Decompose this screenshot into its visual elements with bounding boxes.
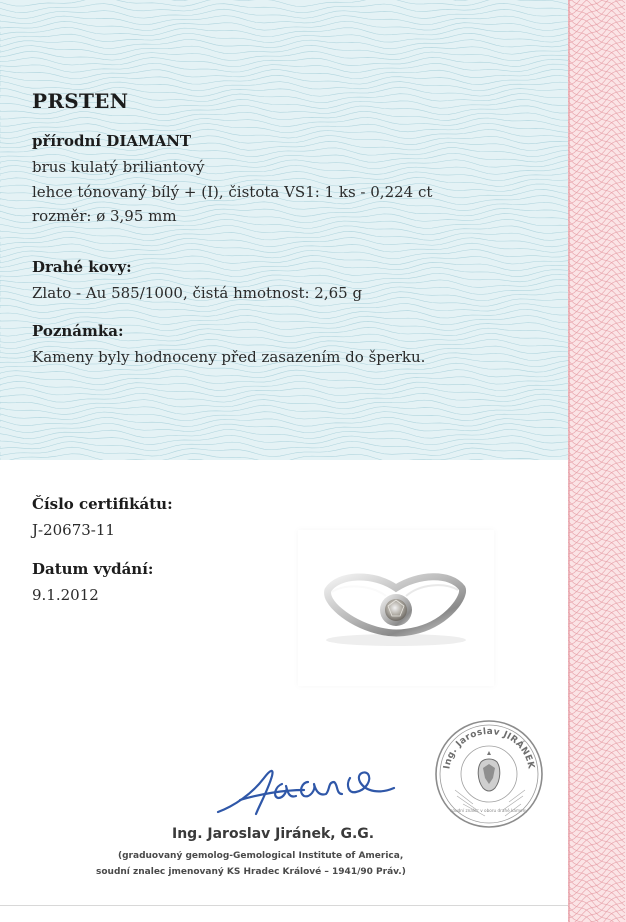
notary-seal <box>433 718 545 830</box>
item-title: PRSTEN <box>32 89 129 113</box>
diamond-quality: lehce tónovaný bílý + (I), čistota VS1: 1 ks - 0,224 ct <box>32 183 433 201</box>
note-text: Kameny byly hodnoceny před zasazením do šperku. <box>32 348 426 366</box>
metals-heading: Drahé kovy: <box>32 258 132 276</box>
certificate-number-label: Číslo certifikátu: <box>32 495 173 513</box>
seal-ring-text: Ing. Jaroslav JIRÁNEK <box>442 726 536 770</box>
seal-inner-text: soudní znalec v oboru drahé kameny <box>450 808 528 813</box>
metals-text: Zlato - Au 585/1000, čistá hmotnost: 2,65 g <box>32 284 363 302</box>
ring-photo <box>298 530 494 686</box>
signatory-name: Ing. Jaroslav Jiránek, G.G. <box>172 826 375 842</box>
diamond-size: rozměr: ø 3,95 mm <box>32 207 177 225</box>
guilloche-wave-pattern <box>0 0 568 460</box>
security-border-strip <box>568 0 626 922</box>
handwritten-signature <box>200 760 420 822</box>
signatory-credentials-line1: (graduovaný gemolog-Gemological Institute of America, <box>118 851 404 861</box>
guilloche-background <box>0 0 568 460</box>
note-heading: Poznámka: <box>32 322 124 340</box>
signatory-credentials-line2: soudní znalec jmenovaný KS Hradec Králové – 1941/90 Práv.) <box>96 867 406 877</box>
page-divider <box>0 905 568 906</box>
ring-image <box>298 530 494 686</box>
certificate-number: J-20673-11 <box>32 521 115 539</box>
security-lattice-pattern <box>568 0 626 922</box>
issue-date: 9.1.2012 <box>32 586 99 604</box>
diamond-heading: přírodní DIAMANT <box>32 132 192 150</box>
issue-date-label: Datum vydání: <box>32 560 154 578</box>
diamond-cut: brus kulatý briliantový <box>32 158 205 176</box>
